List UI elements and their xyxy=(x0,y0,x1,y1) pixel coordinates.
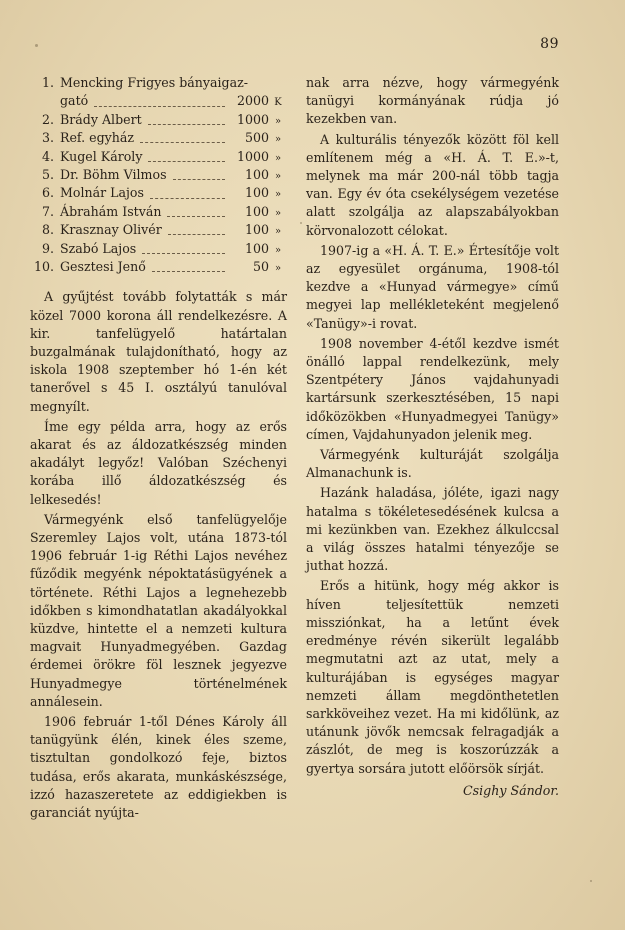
leader-dots xyxy=(94,105,225,107)
list-item-continuation xyxy=(30,92,287,110)
list-item-amount: 100 xyxy=(244,185,269,201)
list-item xyxy=(30,111,287,129)
list-item-name: Dr. Böhm Vilmos xyxy=(60,166,167,182)
list-item-unit: » xyxy=(274,262,282,274)
list-item-unit: » xyxy=(274,170,282,182)
page-number: 89 xyxy=(540,36,559,52)
list-item-amount: 100 xyxy=(244,203,269,219)
list-item xyxy=(30,74,287,92)
list-item-name-continuation: gató xyxy=(60,93,89,109)
paragraph: A gyűjtést tovább folytatták s már közel 7000 korona áll rendelkezésre. A kir. tanfelügyelő határtalan buzgalmának tulajdonítható, hogy az iskola 1908 szeptember hó 1-én két tanerővel s 45 I. osztályú tanulóval megnyílt. xyxy=(30,289,287,414)
list-item-unit: » xyxy=(274,226,282,238)
list-item-number: 4. xyxy=(41,148,54,164)
leader-dots xyxy=(140,141,225,143)
list-item xyxy=(30,240,287,258)
list-item xyxy=(30,148,287,166)
leader-dots xyxy=(150,197,225,199)
list-item-name: Brády Albert xyxy=(60,111,142,127)
list-item-number: 10. xyxy=(33,258,54,274)
right-paragraphs xyxy=(306,74,559,778)
paragraph: A kulturális tényezők között föl kell említenem még a «H. Á. T. E.»-t, melynek ma már 200-nál több tagja van. Egy év óta csekélységem vezetése alatt szolgálja az alapszabályokban körvonalozott célokat. xyxy=(306,131,559,238)
list-item-amount: 100 xyxy=(244,222,269,238)
author-signature: Csighy Sándor. xyxy=(463,782,559,798)
list-item-unit: » xyxy=(274,207,282,219)
leader-dots xyxy=(167,215,225,217)
paragraph: Hazánk haladása, jóléte, igazi nagy hatalma s tökéletesedésének kulcsa a mi kezünkben van. Ezekhez álkulccsal a világ összes hatalmi tényezője se juthat hozzá. xyxy=(306,485,559,574)
list-item-name: Gesztesi Jenő xyxy=(60,258,146,274)
right-column xyxy=(306,74,559,800)
list-item-unit: » xyxy=(274,244,282,256)
list-item-amount: 100 xyxy=(244,166,269,182)
list-item-number: 2. xyxy=(41,111,54,127)
list-item-amount: 1000 xyxy=(236,111,269,127)
leader-dots xyxy=(148,123,225,125)
list-item xyxy=(30,129,287,147)
list-item-number: 8. xyxy=(41,222,54,238)
paragraph: Vármegyénk kulturáját szolgálja Almanachunk is. xyxy=(306,447,559,481)
leader-dots xyxy=(168,233,225,235)
list-item-number: 9. xyxy=(41,240,54,256)
list-item xyxy=(30,221,287,239)
paragraph: Vármegyénk első tanfelügyelője Szeremley Lajos volt, utána 1873-tól 1906 február 1-ig Réthi Lajos nevéhez fűződik megyénk népoktatásügyének a története. Réthi Lajos a legnehezebb időkben s kimondhatatlan akadályokkal küzdve, hintette el a nemzeti kultura magvait Hunyadmegyében. Gazdag érdemei örökre föl lesznek jegyezve Hunyadmegye történelmének annálesein. xyxy=(30,511,287,709)
list-item xyxy=(30,258,287,276)
list-item-amount: 100 xyxy=(244,240,269,256)
paragraph: nak arra nézve, hogy vármegyénk tanügyi kormányának rúdja jó kezekben van. xyxy=(306,75,559,127)
list-item-number: 6. xyxy=(41,185,54,201)
paragraph: Íme egy példa arra, hogy az erős akarat és az áldozatkészség minden akadályt legyőz! Valóban Széchenyi korába illő áldozatkészség és lelkesedés! xyxy=(30,418,287,507)
list-item-unit: » xyxy=(274,115,282,127)
list-item-amount: 500 xyxy=(244,130,269,146)
list-item-amount: 1000 xyxy=(236,148,269,164)
list-item-unit: » xyxy=(274,152,282,164)
paragraph: 1908 november 4-étől kezdve ismét önálló lappal rendelkezünk, mely Szentpétery János vajdahunyadi kartársunk szerkesztésében, 15 napi időközökben «Hunyadmegyei Tanügy» címen, Vajdahunyadon jelenik meg. xyxy=(306,335,559,442)
list-item xyxy=(30,203,287,221)
list-item-name: Ref. egyház xyxy=(60,130,135,146)
left-column xyxy=(30,74,287,822)
leader-dots xyxy=(173,178,225,180)
list-item-number: 1. xyxy=(41,75,54,90)
list-item-unit: » xyxy=(274,134,282,146)
paragraph: Erős a hitünk, hogy még akkor is híven teljesítettük nemzeti missziónkat, ha a letűnt évek eredménye révén sikerült legalább megmutatni azt az utat, mely a kulturájában is egységes magyar nemzeti állam megdönthetetlen sarkköveihez vezet. Ha mi kidőlünk, az utánunk jövők nemcsak felragadják a zászlót, de meg is koszorúzzák a gyertya sorsára jutott előörsök sírját. xyxy=(306,578,559,776)
list-item-amount: 2000 xyxy=(236,93,269,109)
leader-dots xyxy=(148,160,225,162)
list-item-unit: K xyxy=(274,97,282,109)
left-paragraphs xyxy=(30,288,287,822)
list-item-number: 3. xyxy=(41,130,54,146)
paragraph: 1906 február 1-től Dénes Károly áll tanügyünk élén, kinek éles szeme, tisztultan gondolkozó feje, biztos tudása, erős akarata, munkáskészsége, izzó hazaszeretete az eddigiekben is garanciát nyújta- xyxy=(30,713,287,820)
list-item-name: Kugel Károly xyxy=(60,148,143,164)
list-item-amount: 50 xyxy=(252,258,269,274)
list-item-name: Molnár Lajos xyxy=(60,185,144,201)
paragraph: 1907-ig a «H. Á. T. E.» Értesítője volt az egyesület orgánuma, 1908-tól kezdve a «Hunyad vármegye» című megyei lap mellékleteként megjelenő «Tanügy»-i rovat. xyxy=(306,242,559,331)
leader-dots xyxy=(152,270,225,272)
list-item-name: Mencking Frigyes bányaigaz- xyxy=(60,75,249,90)
list-item-name: Krasznay Olivér xyxy=(60,222,162,238)
donor-list xyxy=(30,74,287,276)
list-item-name: Szabó Lajos xyxy=(60,240,137,256)
list-item-name: Ábrahám István xyxy=(60,203,162,219)
list-item xyxy=(30,184,287,202)
leader-dots xyxy=(142,252,225,254)
list-item-number: 7. xyxy=(41,203,54,219)
list-item-unit: » xyxy=(274,189,282,201)
list-item xyxy=(30,166,287,184)
list-item-number: 5. xyxy=(41,166,54,182)
